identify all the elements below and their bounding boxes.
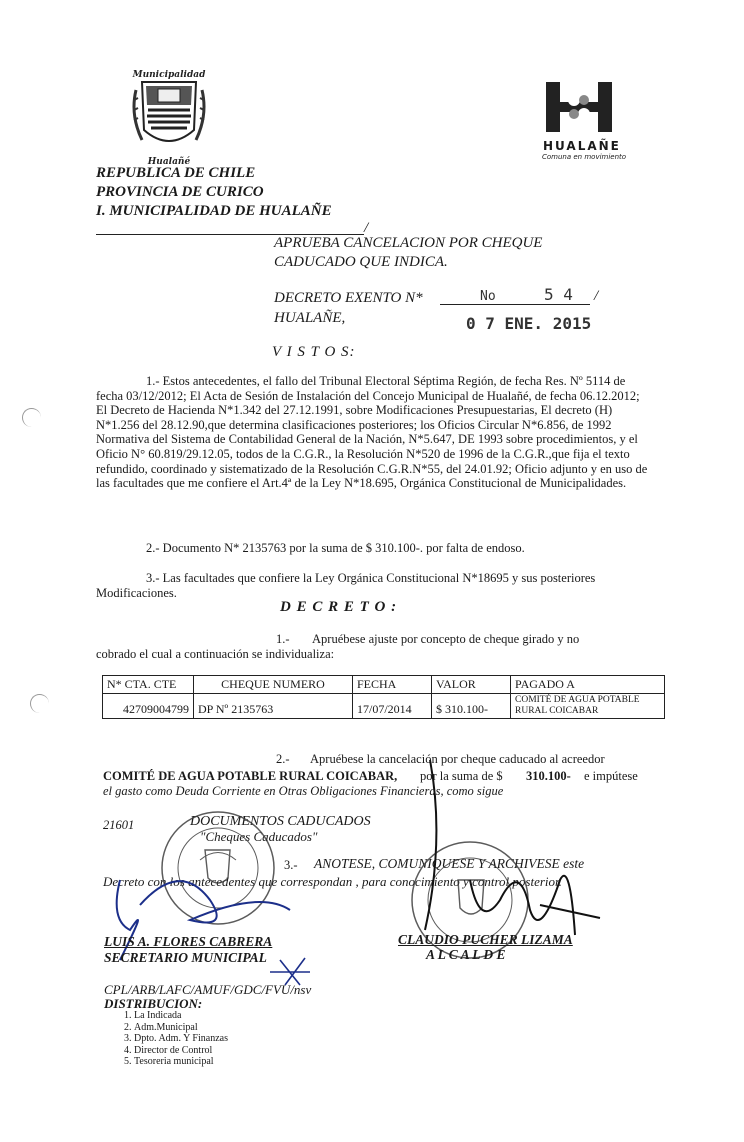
distribution-list	[112, 1010, 228, 1068]
cell-date: 17/07/2014	[353, 694, 432, 719]
crest-text-top: Municipalidad	[132, 70, 206, 80]
subject-line-2: CADUCADO QUE INDICA.	[274, 254, 448, 270]
decree-end-slash: /	[594, 288, 599, 304]
decreto-item-3-line-2: Decreto con los antecedentes que correspondan , para conocimiento y control posterior.	[103, 874, 562, 889]
list-item: 3. Dpto. Adm. Y Finanzas	[134, 1033, 228, 1045]
col-header-value: VALOR	[432, 676, 511, 694]
brand-logo	[538, 82, 628, 166]
decreto-item-1-text: Apruébese ajuste por concepto de cheque girado y no	[312, 632, 580, 646]
mayor-title: A L C A L D E	[426, 947, 506, 962]
header-line-province: PROVINCIA DE CURICO	[96, 184, 264, 200]
initials-scribble-icon	[270, 958, 310, 985]
header-rule-slash: /	[364, 220, 369, 236]
brand-tagline: Comuna en movimiento	[542, 153, 627, 161]
mayor-name: CLAUDIO PUCHER LIZAMA	[398, 932, 573, 947]
crest-icon	[128, 60, 210, 168]
decreto-item-3-text: ANOTESE, COMUNIQUESE Y ARCHIVESE este	[314, 856, 585, 871]
decree-city: HUALAÑE,	[274, 310, 346, 326]
account-subname: "Cheques Caducados"	[200, 829, 318, 844]
municipal-crest	[128, 60, 210, 168]
cell-cheque: DP Nº 2135763	[194, 694, 353, 719]
list-item: 1. La Indicada	[134, 1010, 228, 1022]
table-row	[103, 694, 665, 719]
decree-date-stamp: 0 7 ENE. 2015	[466, 314, 592, 333]
col-header-cheque: CHEQUE NUMERO	[194, 676, 353, 694]
punch-hole-mark	[30, 694, 49, 713]
cheque-table	[102, 675, 665, 719]
header-line-municipality: I. MUNICIPALIDAD DE HUALAÑE	[96, 203, 332, 219]
initials-line: CPL/ARB/LAFC/AMUF/GDC/FVU/nsv	[104, 982, 312, 997]
decreto-item-2-tail: e impútese	[584, 769, 638, 783]
subject-line-1: APRUEBA CANCELACION POR CHEQUE	[274, 235, 543, 251]
vistos-paragraph-1: 1.- Estos antecedentes, el fallo del Tribunal Electoral Séptima Región, de fecha Res. Nº 5114 de fecha 03/12/2012; El Acta de Sesión de Instalación del Concejo Municipal de Hualañé, de fecha 06.12.2012; El Decreto de Hacienda N*1.342 del 27.12.1991, sobre Modificaciones Presupuestarias, El decreto (H) N*1.256 del 28.12.90,que determina clasificaciones posteriores; los Oficios Circular N*6.856, de 1992 Normativa del Sistema de Contabilidad General de la Nación, N*5.647, DE 1993 sobre procedimientos, y el Oficio N° 60.819/29.12.05, todos de la C.G.R., la Resolución N*520 de 1996 de la C.G.R.,que fija el texto refundido, coordinado y sistematizado de la Resolución C.G.R.N*55, del 24.01.92; Oficio adjunto y en uso de las facultades que me confiere el Art.4ª de la Ley N*18.695, Orgánica Constitucional de Municipalidades.	[96, 374, 648, 491]
vistos-paragraph-3: 3.- Las facultades que confiere la Ley Orgánica Constitucional N*18695 y sus posteriores Modificaciones.	[96, 571, 596, 600]
decreto-item-2-amount: 310.100-	[526, 769, 571, 783]
col-header-date: FECHA	[353, 676, 432, 694]
secretary-title: SECRETARIO MUNICIPAL	[104, 950, 267, 965]
decree-number-rule	[440, 304, 590, 305]
decreto-item-2-number: 2.-	[276, 752, 290, 766]
secretary-name: LUIS A. FLORES CABRERA	[104, 934, 273, 949]
decree-label: DECRETO EXENTO N*	[274, 290, 423, 306]
list-item: 2. Adm.Municipal	[134, 1022, 228, 1034]
cell-account: 42709004799	[103, 694, 194, 719]
decreto-item-2-sum-label: por la suma de $	[420, 769, 503, 783]
crest-text-bottom: Hualañé	[147, 157, 191, 167]
decreto-item-2-creditor: COMITÉ DE AGUA POTABLE RURAL COICABAR,	[103, 769, 398, 783]
vistos-heading: V I S T O S:	[272, 344, 356, 360]
decreto-item-3-number: 3.-	[284, 858, 298, 872]
list-item: 5. Tesoreria municipal	[134, 1056, 228, 1068]
vistos-paragraph-2: 2.- Documento N* 2135763 por la suma de $ 310.100-. por falta de endoso.	[146, 541, 525, 555]
decreto-item-2-text: Apruébese la cancelación por cheque caducado al acreedor	[310, 752, 605, 766]
cell-value: $ 310.100-	[432, 694, 511, 719]
table-header-row	[103, 676, 665, 694]
cell-paid-to: COMITÉ DE AGUA POTABLE RURAL COICABAR	[511, 694, 665, 719]
account-name: DOCUMENTOS CADUCADOS	[190, 814, 371, 829]
header-line-republic: REPUBLICA DE CHILE	[96, 165, 256, 181]
col-header-account: N* CTA. CTE	[103, 676, 194, 694]
decreto-heading: D E C R E T O :	[280, 599, 398, 615]
decreto-item-1-number: 1.-	[276, 632, 290, 646]
brand-name: HUALAÑE	[543, 139, 621, 153]
distribution-heading: DISTRIBUCION:	[104, 996, 203, 1011]
decreto-item-1-continuation: cobrado el cual a continuación se individualiza:	[96, 647, 335, 661]
brand-h-icon	[538, 82, 628, 134]
punch-hole-mark	[22, 408, 41, 427]
account-code: 21601	[103, 818, 135, 832]
col-header-paid-to: PAGADO A	[511, 676, 665, 694]
decreto-item-2-line-2: el gasto como Deuda Corriente en Otras Obligaciones Financieras, como sigue	[103, 784, 504, 798]
decree-number: 5 4	[544, 285, 573, 304]
list-item: 4. Director de Control	[134, 1045, 228, 1057]
decree-number-prefix: No	[480, 289, 496, 304]
